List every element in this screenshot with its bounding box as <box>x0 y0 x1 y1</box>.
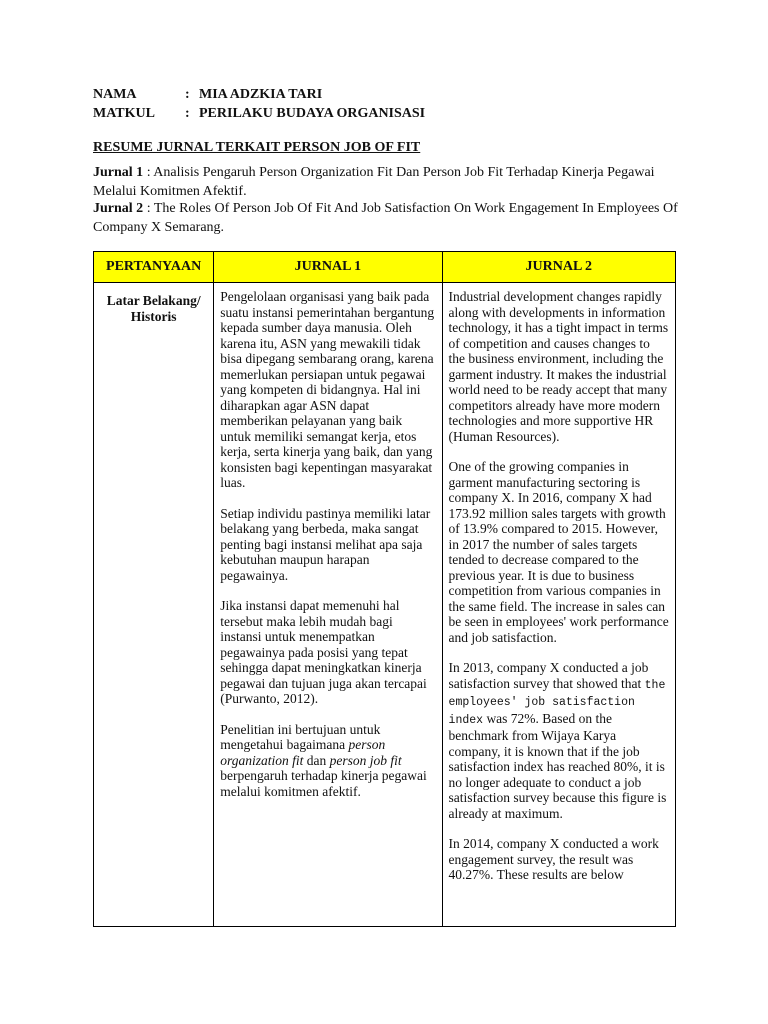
j1-paragraph-1: Pengelolaan organisasi yang baik pada suatu instansi pemerintahan bergantung kepada sumber daya manusia. Oleh karena itu, ASN yang mewakili tidak bisa dipegang sembarang orang, karena memerlukan persiapan untuk pegawai yang kompeten di bidangnya. Hal ini diharapkan agar ASN dapat memberikan pelayanan yang baik untuk memiliki semangat kerja, etos kerja, serta kinerja yang baik, dan yang konsisten bagi kepentingan masyarakat luas. <box>220 289 435 490</box>
j2-p3-text: In 2013, company X conducted a job satisfaction survey that showed that <box>448 660 649 691</box>
j1-p4-text: Penelitian ini bertujuan untuk mengetahui bagaimana <box>220 721 381 752</box>
j1-p4-italic-2: person job fit <box>329 752 402 768</box>
nama-colon: : <box>185 87 190 102</box>
header-jurnal-2: JURNAL 2 <box>442 252 675 283</box>
table-row <box>94 283 676 927</box>
j2-paragraph-3 <box>449 660 669 821</box>
jurnal-2-title: : The Roles Of Person Job Of Fit And Job Satisfaction On Work Engagement In Employees Of Company X Semarang. <box>93 201 678 235</box>
j2-paragraph-1: Industrial development changes rapidly along with developments in information technology, it has a tight impact in terms of competition and causes changes to the business environment, including the garment industry. It makes the industrial world need to be ready accept that many competitors already have more modern technologies and more supportive HR (Human Resources). <box>448 289 669 444</box>
matkul-row <box>93 105 425 123</box>
nama-row <box>93 86 322 104</box>
resume-title: RESUME JURNAL TERKAIT PERSON JOB OF FIT <box>93 140 421 155</box>
jurnal-1-label: Jurnal 1 <box>93 165 144 180</box>
jurnal-2-label: Jurnal 2 <box>93 201 144 216</box>
resume-table <box>93 251 676 927</box>
jurnal-1-line <box>93 163 683 201</box>
j1-paragraph-2: Setiap individu pastinya memiliki latar belakang yang berbeda, maka sangat penting bagi instansi melihat apa saja kebutuhan maupun harapan pegawainya. <box>220 505 431 583</box>
header-pertanyaan: PERTANYAAN <box>94 252 214 283</box>
matkul-label: MATKUL <box>93 106 155 121</box>
j2-paragraph-2: One of the growing companies in garment manufacturing sectoring is company X. In 2016, company X had 173.92 million sales targets with growth of 13.9% compared to 2015. However, in 2017 the number of sales targets tended to decrease compared to the previous year. It is due to business competition from various companies in the same field. The increase in sales can be seen in employees' work performance and job satisfaction. <box>448 459 669 645</box>
j1-p4-italic-1: person organization fit <box>220 737 386 768</box>
table-header-row <box>94 252 676 283</box>
header-jurnal-1: JURNAL 1 <box>214 252 442 283</box>
j1-p4-middle: dan <box>303 752 330 768</box>
jurnal-2-line <box>93 199 683 237</box>
j2-p3-after: was 72%. Based on the benchmark from Wijaya Karya company, it is known that if the job satisfaction index has reached 80%, it is no longer adequate to conduct a job satisfaction survey because this figure is already at maximum. <box>448 710 667 821</box>
j2-p3-mono: the employees' job satisfaction index <box>448 678 666 727</box>
j1-paragraph-4 <box>220 722 435 800</box>
j1-p4-after: berpengaruh terhadap kinerja pegawai melalui komitmen afektif. <box>220 768 427 799</box>
matkul-value: PERILAKU BUDAYA ORGANISASI <box>199 106 426 121</box>
jurnal-1-title: : Analisis Pengaruh Person Organization Fit Dan Person Job Fit Terhadap Kinerja Pegawai Melalui Komitmen Afektif. <box>93 165 655 199</box>
nama-label: NAMA <box>93 87 137 102</box>
j2-paragraph-4: In 2014, company X conducted a work engagement survey, the result was 40.27%. These results are below <box>448 836 659 882</box>
question-cell: Latar Belakang/ Historis <box>94 283 214 927</box>
j1-paragraph-3: Jika instansi dapat memenuhi hal tersebut maka lebih mudah bagi instansi untuk menempatkan pegawainya pada posisi yang tepat sehingga dapat meningkatkan kinerja pegawai dan tujuan juga akan tercapai (Purwanto, 2012). <box>220 598 427 706</box>
jurnal-1-cell <box>214 283 442 927</box>
nama-value: MIA ADZKIA TARI <box>199 87 323 102</box>
matkul-colon: : <box>185 106 190 121</box>
jurnal-2-cell <box>442 283 675 927</box>
